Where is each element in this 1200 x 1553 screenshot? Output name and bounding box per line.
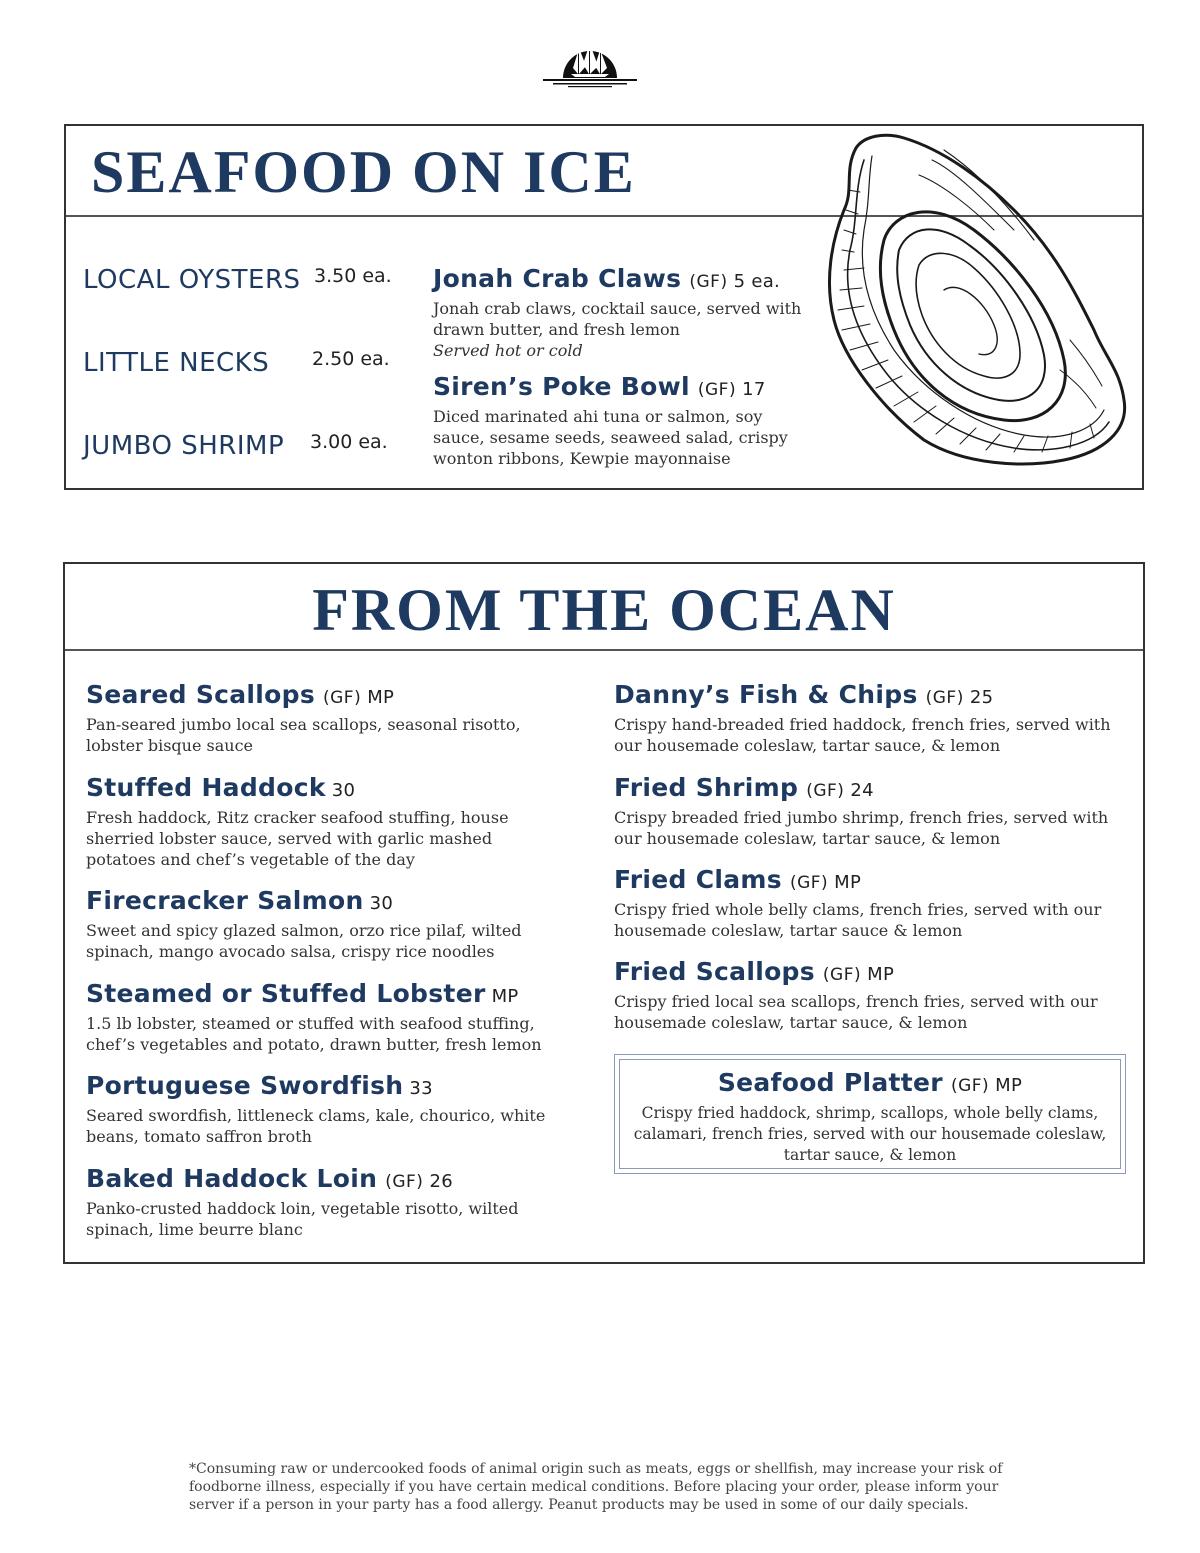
item-price: 24 xyxy=(850,780,874,801)
raw-bar-item xyxy=(83,348,390,378)
item-price: 30 xyxy=(331,780,356,801)
item-description: Seared swordfish, littleneck clams, kale, chourico, white beans, tomato saffron broth xyxy=(86,1106,546,1146)
item-description: Sweet and spicy glazed salmon, orzo rice pilaf, wilted spinach, mango avocado salsa, crispy rice noodles xyxy=(86,921,522,961)
item-price: 33 xyxy=(409,1078,433,1099)
item-price: 5 ea. xyxy=(733,271,781,292)
menu-item-firecracker-salmon xyxy=(86,886,556,962)
allergy-disclaimer: *Consuming raw or undercooked foods of animal origin such as meats, eggs or shellfish, may increase your risk of foodborne illness, especially if you have certain medical conditions. Before placing your order, please inform your server if a person in your party has a food allergy. Peanut products may be used in some of our daily specials. xyxy=(189,1461,1003,1513)
item-name: Stuffed Haddock xyxy=(86,773,326,802)
gluten-free-tag: (GF) xyxy=(925,688,964,708)
raw-bar-item xyxy=(83,265,392,295)
menu-item-jonah-crab-claws xyxy=(433,264,813,361)
item-price: 3.50 ea. xyxy=(314,265,392,287)
item-price: 17 xyxy=(742,379,766,400)
item-price: MP xyxy=(367,687,395,708)
item-description: Jonah crab claws, cocktail sauce, served with drawn butter, and fresh lemon xyxy=(433,299,802,339)
gluten-free-tag: (GF) xyxy=(323,688,362,708)
item-description: 1.5 lb lobster, steamed or stuffed with seafood stuffing, chef’s vegetables and potato, drawn butter, fresh lemon xyxy=(86,1014,542,1054)
item-description: Crispy fried haddock, shrimp, scallops, whole belly clams, calamari, french fries, served with our housemade coleslaw, tartar sauce, & lemon xyxy=(633,1104,1107,1164)
item-description: Crispy breaded fried jumbo shrimp, french fries, served with our housemade coleslaw, tartar sauce, & lemon xyxy=(614,808,1109,848)
item-price: 26 xyxy=(429,1171,453,1192)
section-title: SEAFOOD ON ICE xyxy=(91,139,636,205)
item-name: Danny’s Fish & Chips xyxy=(614,680,918,709)
menu-item-fried-clams xyxy=(614,865,1124,941)
gluten-free-tag: (GF) xyxy=(689,272,728,292)
menu-item-fried-scallops xyxy=(614,957,1124,1033)
menu-item-baked-haddock-loin xyxy=(86,1164,556,1240)
gluten-free-tag: (GF) xyxy=(697,380,737,400)
sailing-ship-logo-icon xyxy=(543,38,637,88)
seafood-platter-box xyxy=(614,1054,1126,1174)
platter-inner-border xyxy=(619,1059,1121,1169)
gluten-free-tag: (GF) xyxy=(822,965,862,985)
item-price: 2.50 ea. xyxy=(312,348,390,370)
item-name: Seared Scallops xyxy=(86,680,315,709)
title-divider xyxy=(65,649,1143,651)
raw-bar-item xyxy=(83,431,388,461)
item-name: Portuguese Swordfish xyxy=(86,1071,404,1100)
item-name: Firecracker Salmon xyxy=(86,886,364,915)
item-description: Crispy hand-breaded fried haddock, french fries, served with our housemade coleslaw, tartar sauce, & lemon xyxy=(614,715,1111,755)
gluten-free-tag: (GF) xyxy=(789,873,829,893)
item-price: MP xyxy=(995,1075,1023,1096)
menu-item-steamed-or-stuffed-lobster xyxy=(86,979,556,1055)
menu-item-dannys-fish-and-chips xyxy=(614,680,1124,756)
item-name: Jonah Crab Claws xyxy=(433,264,682,293)
item-name: Seafood Platter xyxy=(717,1068,943,1097)
item-name: LITTLE NECKS xyxy=(83,348,270,378)
item-name: Siren’s Poke Bowl xyxy=(433,372,690,401)
menu-item-seared-scallops xyxy=(86,680,556,756)
item-description: Crispy fried whole belly clams, french fries, served with our housemade coleslaw, tartar sauce & lemon xyxy=(614,900,1102,940)
gluten-free-tag: (GF) xyxy=(385,1172,424,1192)
menu-item-fried-shrimp xyxy=(614,773,1124,849)
item-name: Fried Scallops xyxy=(614,957,815,986)
item-description: Crispy fried local sea scallops, french fries, served with our housemade coleslaw, tartar sauce, & lemon xyxy=(614,992,1098,1032)
item-description: Panko-crusted haddock loin, vegetable risotto, wilted spinach, lime beurre blanc xyxy=(86,1199,519,1239)
item-name: Baked Haddock Loin xyxy=(86,1164,378,1193)
gluten-free-tag: (GF) xyxy=(806,781,845,801)
item-price: MP xyxy=(867,964,895,985)
item-price: 25 xyxy=(969,687,994,708)
seafood-on-ice-section xyxy=(64,124,1144,490)
item-price: 3.00 ea. xyxy=(310,431,388,453)
item-price: MP xyxy=(834,872,862,893)
oyster-illustration-icon xyxy=(824,130,1154,470)
item-description: Pan-seared jumbo local sea scallops, seasonal risotto, lobster bisque sauce xyxy=(86,715,521,755)
gluten-free-tag: (GF) xyxy=(950,1076,990,1096)
item-name: Fried Clams xyxy=(614,865,782,894)
menu-item-portuguese-swordfish xyxy=(86,1071,556,1147)
item-name: JUMBO SHRIMP xyxy=(83,431,285,461)
item-name: LOCAL OYSTERS xyxy=(83,265,301,295)
from-the-ocean-section xyxy=(63,562,1145,1264)
item-description: Fresh haddock, Ritz cracker seafood stuffing, house sherried lobster sauce, served with garlic mashed potatoes and chef’s vegetable of the day xyxy=(86,808,509,869)
menu-item-sirens-poke-bowl xyxy=(433,372,803,469)
item-price: 30 xyxy=(369,893,394,914)
item-note: Served hot or cold xyxy=(433,341,583,360)
item-name: Steamed or Stuffed Lobster xyxy=(86,979,486,1008)
menu-item-stuffed-haddock xyxy=(86,773,556,870)
section-title: FROM THE OCEAN xyxy=(312,577,896,643)
item-name: Fried Shrimp xyxy=(614,773,799,802)
item-price: MP xyxy=(491,986,519,1007)
item-description: Diced marinated ahi tuna or salmon, soy sauce, sesame seeds, seaweed salad, crispy wonton ribbons, Kewpie mayonnaise xyxy=(433,407,788,468)
